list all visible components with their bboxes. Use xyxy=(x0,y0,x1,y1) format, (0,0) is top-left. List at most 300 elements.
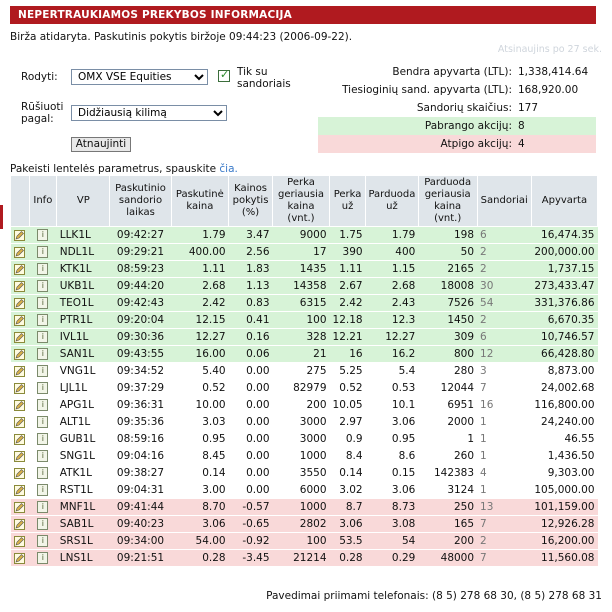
info-cell xyxy=(29,346,57,363)
table-row xyxy=(11,312,598,329)
market-stats xyxy=(318,63,596,153)
td-bid-qty: 21214 xyxy=(273,550,330,567)
td-time: 09:21:51 xyxy=(110,550,171,567)
edit-icon[interactable] xyxy=(14,332,25,343)
td-bid-qty: 3550 xyxy=(273,465,330,482)
td-price: 54.00 xyxy=(171,533,228,550)
td-price: 1.79 xyxy=(171,227,228,244)
td-bid-qty: 100 xyxy=(273,312,330,329)
stat-value: 1,338,414.64 xyxy=(518,66,589,78)
refresh-countdown: Atsinaujins po 27 sek. xyxy=(497,44,602,55)
td-bid-qty: 328 xyxy=(273,329,330,346)
edit-icon[interactable] xyxy=(14,298,25,309)
edit-cell xyxy=(11,516,30,533)
info-icon[interactable]: i xyxy=(37,331,48,343)
td-ask-qty: 309 xyxy=(418,329,477,346)
td-bid-qty: 14358 xyxy=(273,278,330,295)
td-price: 8.45 xyxy=(171,448,228,465)
td-turnover: 101,159.00 xyxy=(531,499,597,516)
info-cell xyxy=(29,482,57,499)
header-vp: VP xyxy=(57,176,110,227)
td-bid: 8.4 xyxy=(330,448,366,465)
edit-icon[interactable] xyxy=(14,434,25,445)
td-time: 09:35:36 xyxy=(110,414,171,431)
td-change: -0.65 xyxy=(229,516,273,533)
edit-cell xyxy=(11,363,30,380)
td-trades: 2 xyxy=(477,533,531,550)
td-price: 10.00 xyxy=(171,397,228,414)
info-icon[interactable]: i xyxy=(37,416,48,428)
td-bid-qty: 2802 xyxy=(273,516,330,533)
td-turnover: 24,002.68 xyxy=(531,380,597,397)
td-ask: 1.79 xyxy=(366,227,419,244)
td-change: -0.92 xyxy=(229,533,273,550)
table-row xyxy=(11,516,598,533)
table-row xyxy=(11,431,598,448)
td-ask: 1.15 xyxy=(366,261,419,278)
td-bid: 390 xyxy=(330,244,366,261)
td-bid: 1.75 xyxy=(330,227,366,244)
edit-icon[interactable] xyxy=(14,485,25,496)
td-price: 0.14 xyxy=(171,465,228,482)
td-time: 09:36:31 xyxy=(110,397,171,414)
td-turnover: 9,303.00 xyxy=(531,465,597,482)
td-ask: 12.27 xyxy=(366,329,419,346)
td-ask-qty: 250 xyxy=(418,499,477,516)
stat-label: Sandorių skaičius: xyxy=(416,102,512,114)
header-bid-qty: Perka geriausia kaina (vnt.) xyxy=(273,176,330,227)
edit-cell xyxy=(11,261,30,278)
td-vp: SRS1L xyxy=(57,533,110,550)
table-row xyxy=(11,397,598,414)
td-time: 08:59:16 xyxy=(110,431,171,448)
table-row xyxy=(11,278,598,295)
td-change: 1.83 xyxy=(229,261,273,278)
td-bid-qty: 1000 xyxy=(273,448,330,465)
stat-down xyxy=(318,135,596,153)
edit-icon[interactable] xyxy=(14,519,25,530)
td-ask-qty: 3124 xyxy=(418,482,477,499)
td-time: 09:04:31 xyxy=(110,482,171,499)
edit-cell xyxy=(11,550,30,567)
td-ask: 5.4 xyxy=(366,363,419,380)
td-ask: 2.68 xyxy=(366,278,419,295)
td-bid: 3.02 xyxy=(330,482,366,499)
info-icon[interactable]: i xyxy=(37,297,48,309)
td-ask-qty: 142383 xyxy=(418,465,477,482)
edit-cell xyxy=(11,431,30,448)
sort-label: Rūšiuoti pagal: xyxy=(21,101,64,125)
td-change: 0.83 xyxy=(229,295,273,312)
edit-icon[interactable] xyxy=(14,502,25,513)
td-ask-qty: 1450 xyxy=(418,312,477,329)
edit-cell xyxy=(11,533,30,550)
header-change: Kainos pokytis (%) xyxy=(229,176,273,227)
info-icon[interactable]: i xyxy=(37,450,48,462)
td-ask-qty: 2000 xyxy=(418,414,477,431)
td-ask-qty: 165 xyxy=(418,516,477,533)
td-trades: 1 xyxy=(477,431,531,448)
td-bid-qty: 9000 xyxy=(273,227,330,244)
td-turnover: 6,670.35 xyxy=(531,312,597,329)
table-row xyxy=(11,227,598,244)
td-vp: TEO1L xyxy=(57,295,110,312)
td-trades: 6 xyxy=(477,329,531,346)
td-turnover: 16,200.00 xyxy=(531,533,597,550)
td-time: 08:59:23 xyxy=(110,261,171,278)
td-turnover: 24,240.00 xyxy=(531,414,597,431)
td-change: 1.13 xyxy=(229,278,273,295)
td-change: 0.00 xyxy=(229,380,273,397)
td-bid-qty: 17 xyxy=(273,244,330,261)
td-vp: KTK1L xyxy=(57,261,110,278)
td-trades: 7 xyxy=(477,516,531,533)
table-row xyxy=(11,329,598,346)
td-turnover: 46.55 xyxy=(531,431,597,448)
td-turnover: 105,000.00 xyxy=(531,482,597,499)
td-vp: LLK1L xyxy=(57,227,110,244)
td-time: 09:37:29 xyxy=(110,380,171,397)
table-row xyxy=(11,295,598,312)
edit-cell xyxy=(11,499,30,516)
td-ask-qty: 200 xyxy=(418,533,477,550)
table-row xyxy=(11,380,598,397)
info-icon[interactable]: i xyxy=(37,348,48,360)
td-vp: APG1L xyxy=(57,397,110,414)
td-bid-qty: 275 xyxy=(273,363,330,380)
info-icon[interactable]: i xyxy=(37,382,48,394)
td-turnover: 66,428.80 xyxy=(531,346,597,363)
td-bid-qty: 21 xyxy=(273,346,330,363)
td-bid: 2.42 xyxy=(330,295,366,312)
td-vp: SAB1L xyxy=(57,516,110,533)
td-turnover: 12,926.28 xyxy=(531,516,597,533)
edit-cell xyxy=(11,295,30,312)
info-icon[interactable]: i xyxy=(37,263,48,275)
edit-cell xyxy=(11,380,30,397)
table-settings-link[interactable]: čia. xyxy=(219,163,238,175)
td-change: 0.41 xyxy=(229,312,273,329)
td-vp: UKB1L xyxy=(57,278,110,295)
td-change: 2.56 xyxy=(229,244,273,261)
td-ask: 8.73 xyxy=(366,499,419,516)
stat-label: Pabrango akcijų: xyxy=(424,120,512,132)
td-price: 3.03 xyxy=(171,414,228,431)
table-row xyxy=(11,346,598,363)
td-ask: 0.15 xyxy=(366,465,419,482)
td-trades: 6 xyxy=(477,227,531,244)
info-icon[interactable]: i xyxy=(37,246,48,258)
td-turnover: 16,474.35 xyxy=(531,227,597,244)
td-change: -0.57 xyxy=(229,499,273,516)
td-ask-qty: 1 xyxy=(418,431,477,448)
market-status: Birža atidaryta. Paskutinis pokytis biržoje 09:44:23 (2006-09-22). xyxy=(10,31,353,43)
edit-cell xyxy=(11,414,30,431)
td-trades: 13 xyxy=(477,499,531,516)
td-change: 0.06 xyxy=(229,346,273,363)
info-icon[interactable]: i xyxy=(37,229,48,241)
stat-up xyxy=(318,117,596,135)
info-cell xyxy=(29,550,57,567)
td-trades: 54 xyxy=(477,295,531,312)
td-change: -3.45 xyxy=(229,550,273,567)
td-trades: 16 xyxy=(477,397,531,414)
td-time: 09:44:20 xyxy=(110,278,171,295)
edit-icon[interactable] xyxy=(14,468,25,479)
info-icon[interactable]: i xyxy=(37,280,48,292)
info-cell xyxy=(29,363,57,380)
td-bid-qty: 3000 xyxy=(273,414,330,431)
edit-icon[interactable] xyxy=(14,417,25,428)
quotes-table xyxy=(10,175,598,567)
td-bid: 0.14 xyxy=(330,465,366,482)
sort-select[interactable] xyxy=(71,105,227,121)
td-turnover: 116,800.00 xyxy=(531,397,597,414)
td-time: 09:04:16 xyxy=(110,448,171,465)
stat-label: Atpigo akcijų: xyxy=(440,138,512,150)
td-ask: 0.95 xyxy=(366,431,419,448)
edit-icon[interactable] xyxy=(14,366,25,377)
header-bid: Perka už xyxy=(330,176,366,227)
info-icon[interactable]: i xyxy=(37,399,48,411)
td-price: 16.00 xyxy=(171,346,228,363)
td-price: 8.70 xyxy=(171,499,228,516)
table-row xyxy=(11,244,598,261)
td-vp: VNG1L xyxy=(57,363,110,380)
table-row xyxy=(11,261,598,278)
info-cell xyxy=(29,448,57,465)
td-turnover: 8,873.00 xyxy=(531,363,597,380)
info-cell xyxy=(29,397,57,414)
edit-cell xyxy=(11,448,30,465)
table-row xyxy=(11,448,598,465)
td-bid-qty: 6000 xyxy=(273,482,330,499)
td-ask: 3.06 xyxy=(366,414,419,431)
td-change: 0.00 xyxy=(229,414,273,431)
only-trades-label: Tik su sandoriais xyxy=(237,66,291,90)
td-price: 2.68 xyxy=(171,278,228,295)
td-trades: 3 xyxy=(477,363,531,380)
td-time: 09:42:43 xyxy=(110,295,171,312)
table-row xyxy=(11,499,598,516)
td-change: 3.47 xyxy=(229,227,273,244)
info-icon[interactable]: i xyxy=(37,314,48,326)
td-time: 09:20:04 xyxy=(110,312,171,329)
header-ask: Parduoda už xyxy=(366,176,419,227)
td-time: 09:34:00 xyxy=(110,533,171,550)
td-bid: 5.25 xyxy=(330,363,366,380)
td-price: 1.11 xyxy=(171,261,228,278)
td-change: 0.00 xyxy=(229,431,273,448)
edit-cell xyxy=(11,244,30,261)
td-vp: RST1L xyxy=(57,482,110,499)
td-ask: 10.1 xyxy=(366,397,419,414)
stat-value: 177 xyxy=(518,102,539,114)
td-change: 0.00 xyxy=(229,448,273,465)
info-icon[interactable]: i xyxy=(37,518,48,530)
edit-cell xyxy=(11,482,30,499)
td-vp: LNS1L xyxy=(57,550,110,567)
td-change: 0.00 xyxy=(229,482,273,499)
td-ask-qty: 280 xyxy=(418,363,477,380)
left-accent-bar xyxy=(0,205,3,229)
stat-value: 4 xyxy=(518,138,525,150)
td-bid: 0.9 xyxy=(330,431,366,448)
td-bid-qty: 1000 xyxy=(273,499,330,516)
info-cell xyxy=(29,312,57,329)
td-ask: 54 xyxy=(366,533,419,550)
td-price: 2.42 xyxy=(171,295,228,312)
table-row xyxy=(11,482,598,499)
edit-icon[interactable] xyxy=(14,264,25,275)
td-price: 0.28 xyxy=(171,550,228,567)
info-icon[interactable]: i xyxy=(37,535,48,547)
td-price: 400.00 xyxy=(171,244,228,261)
td-vp: MNF1L xyxy=(57,499,110,516)
td-ask: 8.6 xyxy=(366,448,419,465)
info-icon[interactable]: i xyxy=(37,467,48,479)
edit-cell xyxy=(11,278,30,295)
refresh-button[interactable]: Atnaujinti xyxy=(71,137,131,152)
td-change: 0.00 xyxy=(229,397,273,414)
edit-icon[interactable] xyxy=(14,400,25,411)
td-turnover: 10,746.57 xyxy=(531,329,597,346)
only-trades-checkbox[interactable] xyxy=(218,70,230,82)
td-vp: SNG1L xyxy=(57,448,110,465)
td-price: 3.06 xyxy=(171,516,228,533)
info-icon[interactable]: i xyxy=(37,552,48,564)
td-time: 09:43:55 xyxy=(110,346,171,363)
info-cell xyxy=(29,516,57,533)
td-vp: GUB1L xyxy=(57,431,110,448)
td-vp: LJL1L xyxy=(57,380,110,397)
td-ask: 0.53 xyxy=(366,380,419,397)
edit-icon[interactable] xyxy=(14,451,25,462)
td-ask-qty: 12044 xyxy=(418,380,477,397)
edit-icon[interactable] xyxy=(14,315,25,326)
td-trades: 30 xyxy=(477,278,531,295)
edit-icon[interactable] xyxy=(14,230,25,241)
header-ask-qty: Parduoda geriausia kaina (vnt.) xyxy=(418,176,477,227)
td-trades: 2 xyxy=(477,312,531,329)
td-turnover: 273,433.47 xyxy=(531,278,597,295)
edit-cell xyxy=(11,397,30,414)
info-icon[interactable]: i xyxy=(37,433,48,445)
edit-cell xyxy=(11,329,30,346)
td-bid-qty: 3000 xyxy=(273,431,330,448)
header-turnover: Apyvarta xyxy=(531,176,597,227)
td-time: 09:41:44 xyxy=(110,499,171,516)
info-cell xyxy=(29,227,57,244)
edit-icon[interactable] xyxy=(14,349,25,360)
td-trades: 2 xyxy=(477,244,531,261)
td-turnover: 331,376.86 xyxy=(531,295,597,312)
info-cell xyxy=(29,414,57,431)
td-bid: 12.21 xyxy=(330,329,366,346)
edit-cell xyxy=(11,346,30,363)
edit-icon[interactable] xyxy=(14,536,25,547)
td-ask: 2.43 xyxy=(366,295,419,312)
td-bid: 12.18 xyxy=(330,312,366,329)
edit-cell xyxy=(11,227,30,244)
show-select[interactable] xyxy=(71,69,208,85)
td-ask-qty: 198 xyxy=(418,227,477,244)
table-header-row xyxy=(11,176,598,227)
td-bid: 16 xyxy=(330,346,366,363)
td-bid-qty: 100 xyxy=(273,533,330,550)
td-price: 0.95 xyxy=(171,431,228,448)
td-turnover: 200,000.00 xyxy=(531,244,597,261)
td-vp: PTR1L xyxy=(57,312,110,329)
td-bid-qty: 1435 xyxy=(273,261,330,278)
info-cell xyxy=(29,431,57,448)
edit-cell xyxy=(11,465,30,482)
header-trades: Sandoriai xyxy=(477,176,531,227)
td-turnover: 11,560.08 xyxy=(531,550,597,567)
info-cell xyxy=(29,329,57,346)
note-text: Pakeisti lentelės parametrus, spauskite xyxy=(10,163,220,175)
edit-icon[interactable] xyxy=(14,247,25,258)
info-cell xyxy=(29,278,57,295)
td-price: 3.00 xyxy=(171,482,228,499)
td-time: 09:30:36 xyxy=(110,329,171,346)
td-vp: ATK1L xyxy=(57,465,110,482)
td-time: 09:29:21 xyxy=(110,244,171,261)
info-icon[interactable]: i xyxy=(37,484,48,496)
td-bid: 8.7 xyxy=(330,499,366,516)
info-cell xyxy=(29,533,57,550)
td-ask: 400 xyxy=(366,244,419,261)
header-price: Paskutinė kaina xyxy=(171,176,228,227)
td-bid: 0.28 xyxy=(330,550,366,567)
td-ask-qty: 18008 xyxy=(418,278,477,295)
info-cell xyxy=(29,465,57,482)
info-icon[interactable]: i xyxy=(37,501,48,513)
td-time: 09:40:23 xyxy=(110,516,171,533)
stat-value: 8 xyxy=(518,120,525,132)
table-row xyxy=(11,533,598,550)
header-edit xyxy=(11,176,30,227)
edit-icon[interactable] xyxy=(14,383,25,394)
td-ask: 3.06 xyxy=(366,482,419,499)
td-price: 0.52 xyxy=(171,380,228,397)
edit-icon[interactable] xyxy=(14,281,25,292)
info-icon[interactable]: i xyxy=(37,365,48,377)
check-mark-icon: ✓ xyxy=(220,68,230,81)
stat-total-turnover xyxy=(318,63,596,81)
td-bid: 53.5 xyxy=(330,533,366,550)
td-ask: 3.08 xyxy=(366,516,419,533)
stat-label: Bendra apyvarta (LTL): xyxy=(392,66,512,78)
td-ask: 12.3 xyxy=(366,312,419,329)
td-vp: NDL1L xyxy=(57,244,110,261)
td-ask: 0.29 xyxy=(366,550,419,567)
edit-icon[interactable] xyxy=(14,553,25,564)
stat-trades xyxy=(318,99,596,117)
td-ask: 16.2 xyxy=(366,346,419,363)
td-price: 12.27 xyxy=(171,329,228,346)
td-trades: 4 xyxy=(477,465,531,482)
td-bid: 1.11 xyxy=(330,261,366,278)
td-bid: 3.06 xyxy=(330,516,366,533)
info-cell xyxy=(29,244,57,261)
td-trades: 2 xyxy=(477,261,531,278)
info-cell xyxy=(29,499,57,516)
td-bid: 10.05 xyxy=(330,397,366,414)
td-bid: 0.52 xyxy=(330,380,366,397)
td-trades: 1 xyxy=(477,414,531,431)
td-ask-qty: 48000 xyxy=(418,550,477,567)
